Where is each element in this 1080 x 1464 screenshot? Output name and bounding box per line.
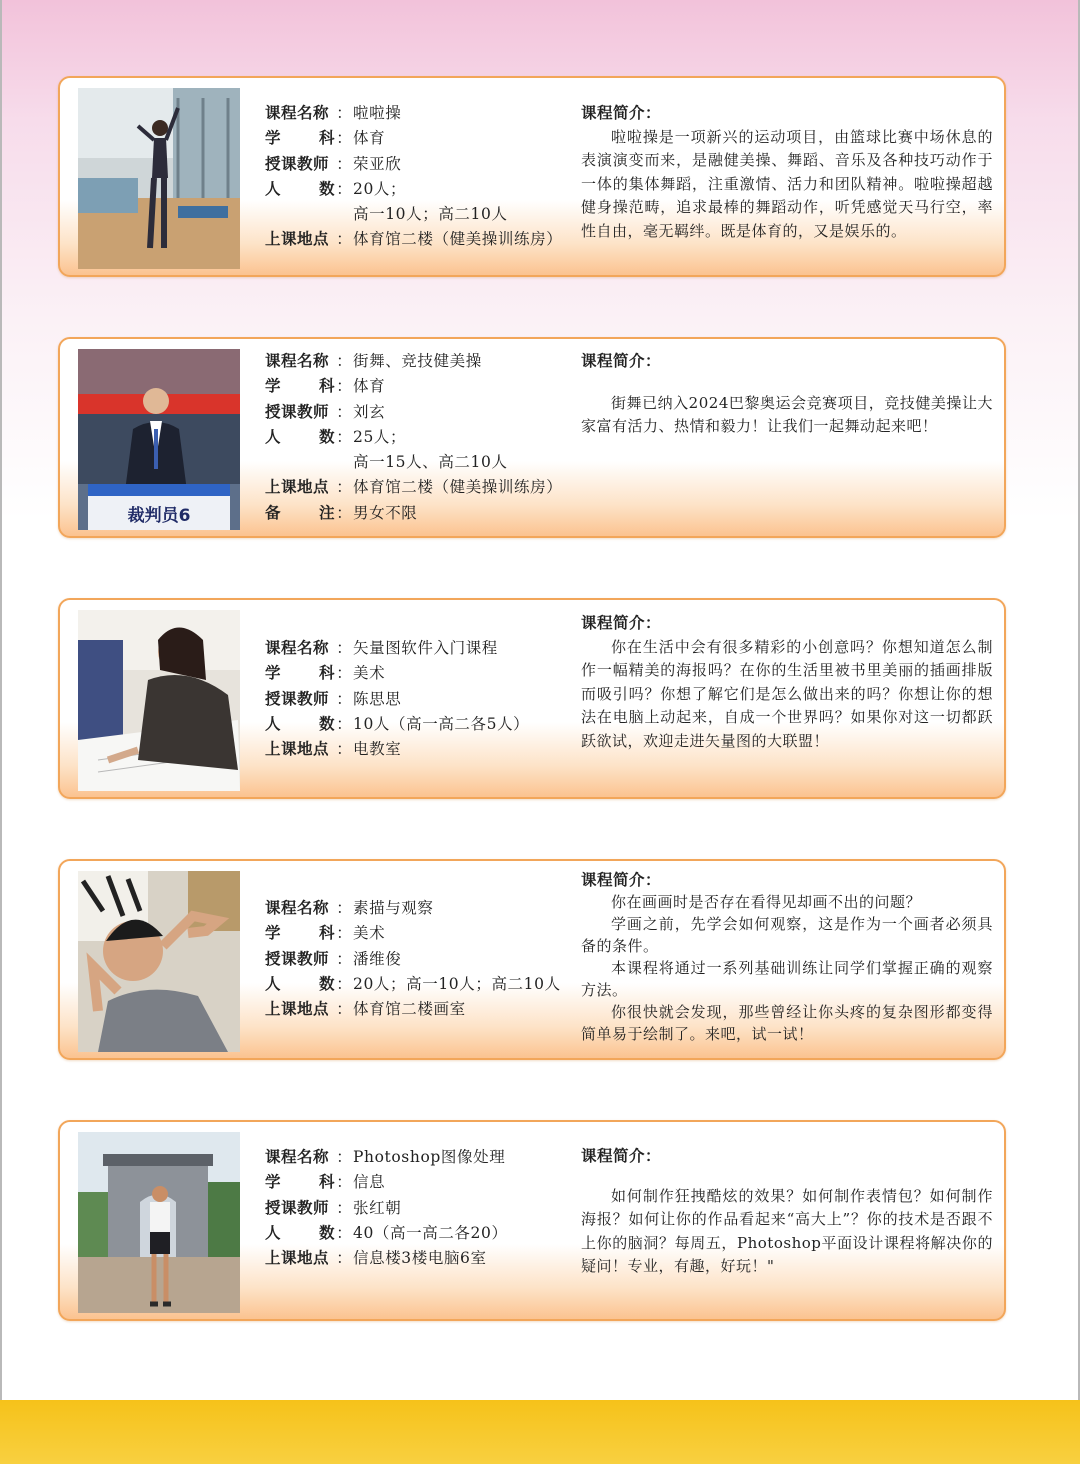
footer-band (0, 1400, 1080, 1464)
colon: ： (336, 1198, 352, 1217)
course-card (58, 76, 1006, 277)
label-subject-b: 科 (318, 1173, 335, 1192)
course-note: 男女不限 (353, 503, 418, 522)
colon: ： (336, 179, 352, 198)
course-count: 20人；高一10人；高二10人 (353, 974, 561, 993)
colon: ： (336, 129, 352, 148)
course-info (265, 1145, 585, 1271)
label-location: 上课地点 (265, 478, 330, 497)
label-count (265, 712, 335, 737)
course-name: 矢量图软件入门课程 (353, 639, 498, 657)
course-card (58, 337, 1006, 538)
course-info (265, 349, 585, 526)
label-subject (265, 126, 335, 151)
colon: ： (336, 1249, 352, 1268)
intro-paragraph: 学画之前，先学会如何观察，这是作为一个画者必须具备的条件。 (581, 915, 993, 955)
label-count-b: 数 (318, 1223, 335, 1242)
course-card (58, 859, 1006, 1060)
label-subject-b: 科 (318, 664, 335, 683)
label-subject (265, 921, 335, 946)
colon: ： (336, 503, 352, 522)
label-location: 上课地点 (265, 1249, 330, 1268)
course-subject: 美术 (353, 924, 386, 943)
label-subject (265, 1170, 335, 1195)
label-teacher: 授课教师 (265, 689, 330, 708)
label-course-name: 课程名称 (265, 1148, 330, 1166)
course-subject: 信息 (353, 1173, 386, 1192)
label-subject-b: 科 (318, 129, 335, 148)
label-subject-b: 科 (318, 924, 335, 943)
colon: ： (336, 1000, 352, 1019)
colon: ： (336, 899, 352, 917)
course-location: 体育馆二楼（健美操训练房） (353, 478, 563, 497)
course-photo-streetdance (78, 349, 240, 530)
label-subject-a: 学 (265, 129, 282, 148)
colon: ： (336, 230, 352, 249)
label-location: 上课地点 (265, 230, 330, 249)
label-note (265, 501, 335, 526)
colon: ： (336, 714, 352, 733)
label-count-a: 人 (265, 714, 282, 733)
intro-paragraph: 你在生活中会有很多精彩的小创意吗？你想知道怎么制作一幅精美的海报吗？在你的生活里被书里美丽的插画排版而吸引吗？你想了解它们是怎么做出来的吗？你想让你的想法在电脑上动起来，自成一个世界吗？如果你对这一切都跃跃欲试，欢迎走进矢量图的大联盟！ (581, 637, 993, 750)
course-info (265, 636, 585, 762)
label-count (265, 425, 335, 450)
colon: ： (336, 154, 352, 173)
colon: ： (336, 104, 352, 122)
course-photo-sketch (78, 871, 240, 1052)
intro-title: 课程简介： (581, 614, 662, 632)
course-photo-vector (78, 610, 240, 791)
label-course-name: 课程名称 (265, 352, 330, 370)
course-info (265, 101, 585, 253)
label-count-b: 数 (318, 714, 335, 733)
colon: ： (336, 924, 352, 943)
label-subject-a: 学 (265, 924, 282, 943)
intro-title: 课程简介： (581, 871, 662, 889)
course-card (58, 598, 1006, 799)
label-course-name: 课程名称 (265, 639, 330, 657)
label-teacher: 授课教师 (265, 402, 330, 421)
course-intro (581, 869, 993, 1045)
colon: ： (336, 1148, 352, 1166)
intro-paragraph: 你在画画时是否存在看得见却画不出的问题？ (611, 893, 922, 911)
label-count (265, 177, 335, 202)
label-count-b: 数 (318, 179, 335, 198)
label-count (265, 1221, 335, 1246)
course-subject: 体育 (353, 377, 386, 396)
course-count: 40（高一高二各20） (353, 1223, 508, 1242)
judge-sign-caption: 裁判员6 (127, 506, 191, 526)
intro-title: 课程简介： (581, 352, 662, 370)
course-teacher: 张红朝 (353, 1198, 402, 1217)
course-teacher: 潘维俊 (353, 949, 402, 968)
colon: ： (336, 1173, 352, 1192)
label-subject-a: 学 (265, 664, 282, 683)
label-subject-a: 学 (265, 377, 282, 396)
course-teacher: 荣亚欣 (353, 154, 402, 173)
course-info (265, 896, 585, 1022)
course-intro (581, 1145, 993, 1279)
course-location: 信息楼3楼电脑6室 (353, 1249, 487, 1268)
colon: ： (336, 478, 352, 497)
colon: ： (336, 949, 352, 968)
course-count: 10人（高一高二各5人） (353, 714, 530, 733)
intro-paragraph: 街舞已纳入2024巴黎奥运会竞赛项目，竞技健美操让大家富有活力、热情和毅力！让我们一起舞动起来吧！ (581, 393, 993, 435)
course-name: 街舞、竞技健美操 (353, 352, 482, 370)
label-count-a: 人 (265, 427, 282, 446)
label-count-a: 人 (265, 1223, 282, 1242)
label-note-a: 备 (265, 503, 282, 522)
course-location: 电教室 (353, 740, 402, 759)
course-subject: 美术 (353, 664, 386, 683)
intro-paragraph: 如何制作狂拽酷炫的效果？如何制作表情包？如何制作海报？如何让你的作品看起来“高大上”？你的技术是否跟不上你的脑洞？每周五，Photoshop平面设计课程将解决你的疑问！专业，有趣，好玩！" (581, 1186, 993, 1275)
course-intro (581, 350, 993, 439)
intro-paragraph: 本课程将通过一系列基础训练让同学们掌握正确的观察方法。 (581, 959, 993, 999)
colon: ： (336, 974, 352, 993)
intro-paragraph: 你很快就会发现，那些曾经让你头疼的复杂图形都变得简单易于绘制了。来吧，试一试！ (581, 1003, 993, 1043)
colon: ： (336, 740, 352, 759)
label-location: 上课地点 (265, 740, 330, 759)
course-location: 体育馆二楼（健美操训练房） (353, 230, 563, 249)
colon: ： (336, 402, 352, 421)
colon: ： (336, 427, 352, 446)
course-teacher: 刘玄 (353, 402, 386, 421)
label-teacher: 授课教师 (265, 154, 330, 173)
course-name: Photoshop图像处理 (353, 1148, 506, 1166)
label-count-a: 人 (265, 974, 282, 993)
label-note-b: 注 (318, 503, 335, 522)
label-location: 上课地点 (265, 1000, 330, 1019)
course-teacher: 陈思思 (353, 689, 402, 708)
label-count-a: 人 (265, 179, 282, 198)
intro-title: 课程简介： (581, 104, 662, 122)
label-subject (265, 374, 335, 399)
label-teacher: 授课教师 (265, 949, 330, 968)
label-count-b: 数 (318, 427, 335, 446)
label-subject-b: 科 (318, 377, 335, 396)
colon: ： (336, 639, 352, 657)
course-photo-cheerleading (78, 88, 240, 269)
course-name: 素描与观察 (353, 899, 434, 917)
course-photo-photoshop (78, 1132, 240, 1313)
course-card (58, 1120, 1006, 1321)
colon: ： (336, 689, 352, 708)
colon: ： (336, 1223, 352, 1242)
intro-paragraph: 啦啦操是一项新兴的运动项目，由篮球比赛中场休息的表演演变而来，是融健美操、舞蹈、音乐及各种技巧动作于一体的集体舞蹈，注重激情、活力和团队精神。啦啦操超越健身操范畴，追求最棒的舞蹈动作，听凭感觉天马行空，率性自由，毫无羁绊。既是体育的，又是娱乐的。 (581, 127, 993, 240)
label-subject-a: 学 (265, 1173, 282, 1192)
course-count: 20人； (353, 179, 407, 198)
intro-title: 课程简介： (581, 1147, 662, 1165)
label-course-name: 课程名称 (265, 104, 330, 122)
colon: ： (336, 664, 352, 683)
label-subject (265, 661, 335, 686)
label-count-b: 数 (318, 974, 335, 993)
course-location: 体育馆二楼画室 (353, 1000, 466, 1019)
label-course-name: 课程名称 (265, 899, 330, 917)
course-intro (581, 612, 993, 753)
colon: ： (336, 377, 352, 396)
label-teacher: 授课教师 (265, 1198, 330, 1217)
course-intro (581, 102, 993, 243)
course-count-detail: 高一15人、高二10人 (353, 453, 508, 472)
course-name: 啦啦操 (353, 104, 402, 122)
course-count: 25人； (353, 427, 407, 446)
colon: ： (336, 352, 352, 370)
course-count-detail: 高一10人；高二10人 (353, 205, 508, 224)
course-subject: 体育 (353, 129, 386, 148)
label-count (265, 972, 335, 997)
